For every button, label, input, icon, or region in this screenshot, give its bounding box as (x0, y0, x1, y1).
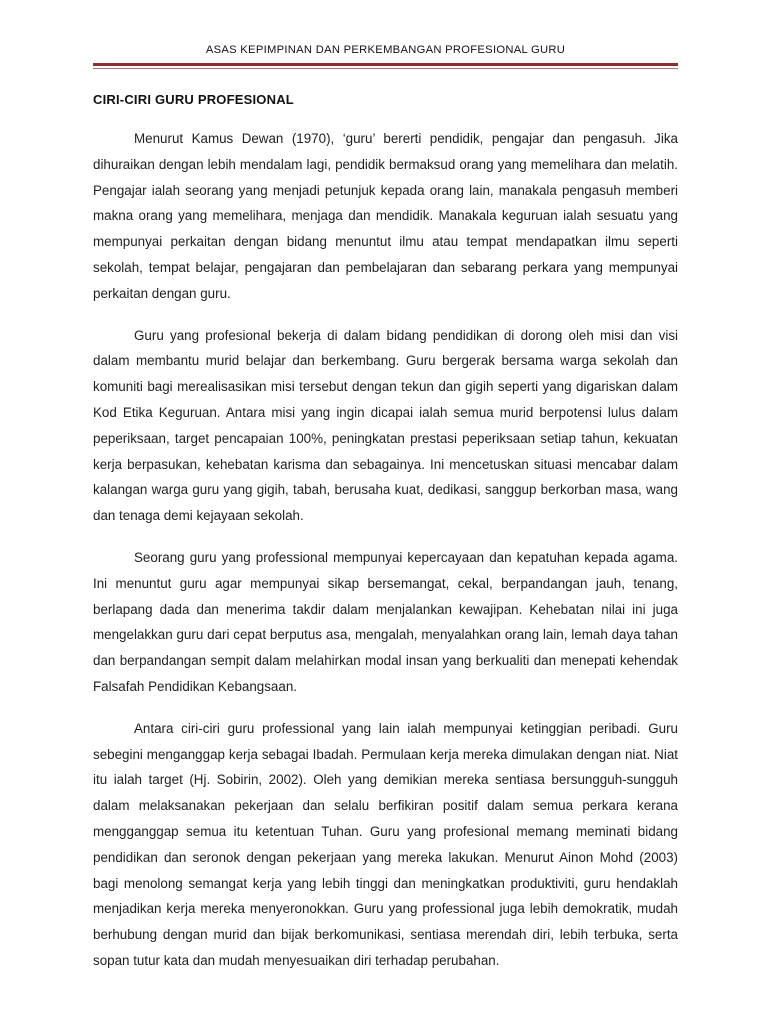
paragraph: Seorang guru yang professional mempunyai kepercayaan dan kepatuhan kepada agama. Ini menuntut guru agar mempunyai sikap bersemangat, cekal, berpandangan jauh, tenang, berlapang dada dan menerima takdir dalam menjalankan kewajipan. Kehebatan nilai ini juga mengelakkan guru dari cepat berputus asa, mengalah, menyalahkan orang lain, lemah daya tahan dan berpandangan sempit dalam melahirkan modal insan yang berkualiti dan menepati kehendak Falsafah Pendidikan Kebangsaan. (93, 549, 678, 694)
paragraph: Guru yang profesional bekerja di dalam bidang pendidikan di dorong oleh misi dan visi dalam membantu murid belajar dan berkembang. Guru bergerak bersama warga sekolah dan komuniti bagi merealisasikan misi tersebut dengan tekun dan gigih seperti yang digariskan dalam Kod Etika Keguruan. Antara misi yang ingin dicapai ialah semua murid berpotensi lulus dalam peperiksaan, target pencapaian 100%, peningkatan prestasi peperiksaan setiap tahun, kekuatan kerja berpasukan, kehebatan karisma dan sebagainya. Ini mencetuskan situasi mencabar dalam kalangan warga guru yang gigih, tabah, berusaha kuat, dedikasi, sanggup berkorban masa, wang dan tenaga demi kejayaan sekolah. (93, 327, 678, 524)
paragraph: Menurut Kamus Dewan (1970), ‘guru’ bererti pendidik, pengajar dan pengasuh. Jika dihuraikan dengan lebih mendalam lagi, pendidik bermaksud orang yang memelihara dan melatih. Pengajar ialah seorang yang menjadi petunjuk kepada orang lain, manakala pengasuh memberi makna orang yang memelihara, menjaga dan mendidik. Manakala keguruan ialah sesuatu yang mempunyai perkaitan dengan bidang menuntut ilmu atau tempat mendapatkan ilmu seperti sekolah, tempat belajar, pengajaran dan pembelajaran dan sebarang perkara yang mempunyai perkaitan dengan guru. (93, 131, 678, 301)
body-text (93, 126, 678, 990)
header-rule (93, 63, 678, 66)
header-rule-thin (93, 68, 678, 69)
running-header: ASAS KEPIMPINAN DAN PERKEMBANGAN PROFESIONAL GURU (205, 44, 566, 56)
section-title: CIRI-CIRI GURU PROFESIONAL (93, 92, 294, 107)
paragraph: Antara ciri-ciri guru professional yang lain ialah mempunyai ketinggian peribadi. Guru sebegini menganggap kerja sebagai Ibadah. Permulaan kerja mereka dimulakan dengan niat. Niat itu ialah target (Hj. Sobirin, 2002). Oleh yang demikian mereka sentiasa bersungguh-sungguh dalam melaksanakan pekerjaan dan selalu berfikiran positif dalam semua perkara kerana mengganggap semua itu ketentuan Tuhan. Guru yang profesional memang meminati bidang pendidikan dan seronok dengan pekerjaan yang mereka lakukan. Menurut Ainon Mohd (2003) bagi menolong semangat kerja yang lebih tinggi dan meningkatkan produktiviti, guru hendaklah menjadikan kerja mereka menyeronokkan. Guru yang professional juga lebih demokratik, mudah berhubung dengan murid dan bijak berkomunikasi, sentiasa merendah diri, lebih terbuka, serta sopan tutur kata dan mudah menyesuaikan diri terhadap perubahan. (93, 720, 678, 968)
